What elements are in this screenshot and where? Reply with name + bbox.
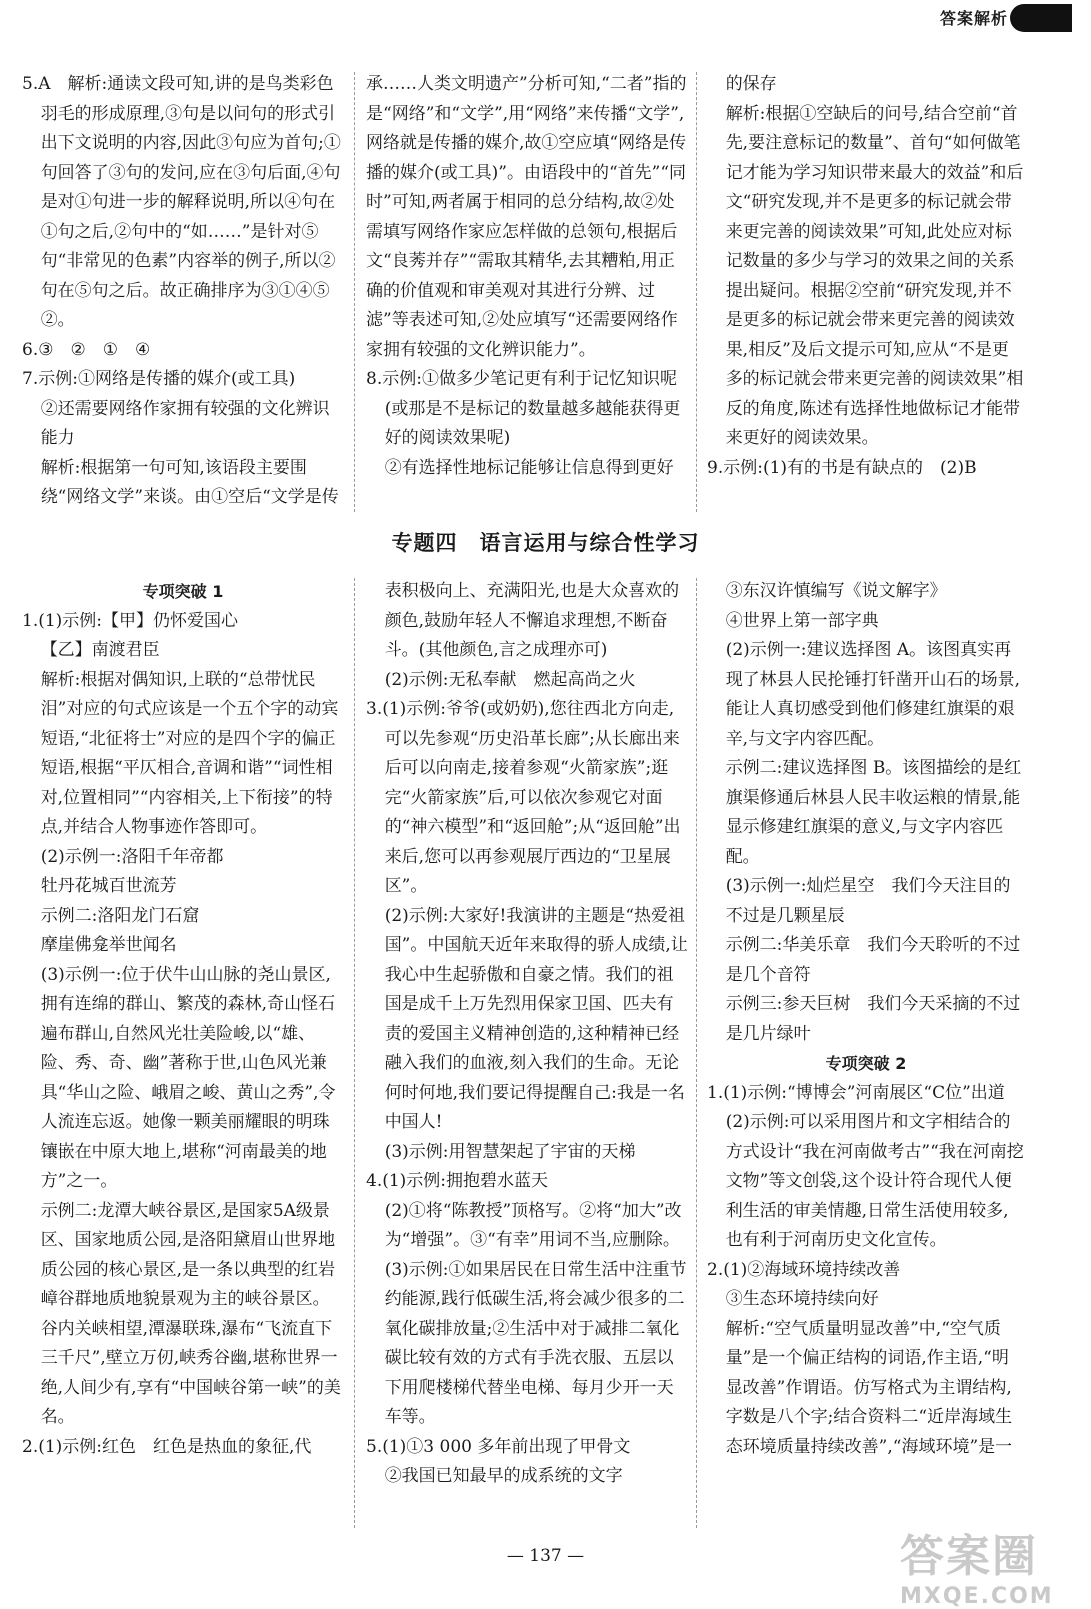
answer-paragraph: 1.(1)示例:【甲】仍怀爱国心 <box>22 610 239 631</box>
watermark-logo <box>900 1520 1054 1609</box>
answer-paragraph: 牡丹花城百世流芳 <box>40 876 177 896</box>
answer-paragraph: ②有选择性地标记能够让信息得到更好 <box>384 457 674 478</box>
answer-paragraph: 3.(1)示例:爷爷(或奶奶),您往西北方向走,可以先参观“历史沿革长廊”;从长廊出来后可以向南走,接着参观“火箭家族”;逛完“火箭家族”后,可以依次参观它对面的“神六模型”和“返回舱”;从“返回舱”出来后,您可以再参观展厅西边的“卫星展区”。 <box>366 699 681 896</box>
answer-paragraph: (2)示例:无私奉献 燃起高尚之火 <box>384 669 636 690</box>
column-divider <box>696 72 697 512</box>
answer-paragraph: 6.③ ② ① ④ <box>22 339 151 360</box>
answer-paragraph: 4.(1)示例:拥抱碧水蓝天 <box>366 1171 549 1191</box>
answer-paragraph: 1.(1)示例:“博博会”河南展区“C位”出道 <box>707 1082 1005 1103</box>
answer-paragraph: 【乙】南渡君臣 <box>40 640 160 660</box>
header-tab-decoration <box>1010 4 1072 32</box>
answer-paragraph: 8.示例:①做多少笔记更有利于记忆知识呢(或那是不是标记的数量越多越能获得更好的阅读效果呢) <box>366 369 681 448</box>
answer-paragraph: 5.A 解析:通读文段可知,讲的是鸟类彩色羽毛的形成原理,③句是以问句的形式引出下文说明的内容,因此③句应为首句;①句回答了③句的发问,应在③句后面,④句是对①句进一步的解释说明,所以④句在①句之后,②句中的“如……”是针对⑤句“非常见的色素”内容举的例子,所以②句在⑤句之后。故正确排序为③①④⑤②。 <box>22 74 341 330</box>
answer-paragraph: 示例二:龙潭大峡谷景区,是国家5A级景区、国家地质公园,是洛阳黛眉山世界地质公园的核心景区,是一条以典型的红岩嶂谷群地质地貌景观为主的峡谷景区。谷内关峡相望,潭瀑联珠,瀑布“飞流直下三千尺”,壁立万仞,峡秀谷幽,堪称世界一绝,人间少有,享有“中国峡谷第一峡”的美名。 <box>40 1200 341 1427</box>
answer-paragraph: 2.(1)示例:红色 红色是热血的象征,代 <box>22 1436 312 1457</box>
answer-paragraph: (3)示例:①如果居民在日常生活中注重节约能源,践行低碳生活,将会减少很多的二氧化碳排放量;②生活中对于减排二氧化碳比较有效的方式有手洗衣服、五层以下用爬楼梯代替坐电梯、每月少开一天车等。 <box>384 1259 687 1427</box>
answer-paragraph: 5.(1)①3 000 多年前出现了甲骨文 <box>366 1436 631 1457</box>
answer-paragraph: 解析:根据对偶知识,上联的“总带忧民泪”对应的句式应该是一个五个字的动宾短语,“北征将士”对应的是四个字的偏正短语,根据“平仄相合,音调和谐”“词性相对,位置相同”“内容相关,上下衔接”的特点,并结合人物事迹作答即可。 <box>40 669 339 837</box>
answer-paragraph: 7.示例:①网络是传播的媒介(或工具) <box>22 369 296 389</box>
answer-paragraph: 解析:根据①空缺后的问号,结合空前“首先,要注意标记的数量”、首句“如何做笔记才能为学习知识带来最大的效益”和后文“研究发现,并不是更多的标记就会带来更完善的阅读效果”可知,此处应对标记数量的多少与学习的效果之间的关系提出疑问。根据②空前“研究发现,并不是更多的标记就会带来更完善的阅读效果,相反”及后文提示可知,应从“不是更多的标记就会带来更完善的阅读效果”相反的角度,陈述有选择性地做标记才能带来更好的阅读效果。 <box>725 103 1024 448</box>
answer-paragraph: 9.示例:(1)有的书是有缺点的 (2)B <box>707 457 977 478</box>
answer-paragraph: ③生态环境持续向好 <box>725 1289 879 1309</box>
answer-paragraph: 表积极向上、充满阳光,也是大众喜欢的颜色,鼓励年轻人不懈追求理想,不断奋斗。(其他颜色,言之成理亦可) <box>384 581 680 660</box>
page-number: — 137 — <box>506 1546 585 1566</box>
answer-paragraph: 示例二:洛阳龙门石窟 <box>40 905 200 926</box>
subsection-title: 专项突破 1 <box>142 582 224 601</box>
top-column-3 <box>707 70 1025 483</box>
column-divider <box>354 72 355 512</box>
answer-paragraph: 承……人类文明遗产”分析可知,“二者”指的是“网络”和“文学”,用“网络”来传播“文学”,网络就是传播的媒介,故①空应填“网络是传播的媒介(或工具)”。由语段中的“首先”“同时”可知,两者属于相同的总分结构,故②处需填写网络作家应怎样做的总领句,根据后文“良莠并存”“需取其精华,去其糟粕,用正确的价值观和审美观对其进行分辨、过滤”等表述可知,②处应填写“还需要网络作家拥有较强的文化辨识能力”。 <box>366 74 687 360</box>
answer-paragraph: ②还需要网络作家拥有较强的文化辨识能力 <box>40 398 330 448</box>
watermark-line-1: 答案圈 <box>900 1531 1038 1582</box>
column-divider <box>696 578 697 1528</box>
answer-paragraph: 2.(1)②海域环境持续改善 <box>707 1259 901 1280</box>
bottom-column-3 <box>707 577 1025 1462</box>
section-title: 专题四 语言运用与综合性学习 <box>391 531 700 555</box>
answer-paragraph: 示例二:建议选择图 B。该图描绘的是红旗渠修通后林县人民丰收运粮的情景,能显示修建红旗渠的意义,与文字内容匹配。 <box>725 758 1022 867</box>
answer-paragraph: 示例三:参天巨树 我们今天采摘的不过是几片绿叶 <box>725 994 1021 1044</box>
answer-paragraph: (2)示例一:建议选择图 A。该图真实再现了林县人民抡锤打钎凿开山石的场景,能让人真切感受到他们修建红旗渠的艰辛,与文字内容匹配。 <box>725 640 1021 749</box>
watermark-line-2: MXQE.COM <box>900 1584 1054 1609</box>
answer-paragraph: (2)①将“陈教授”顶格写。②将“加大”改为“增强”。③“有幸”用词不当,应删除。 <box>384 1200 682 1250</box>
top-column-1 <box>22 70 344 513</box>
answer-paragraph: ③东汉许慎编写《说文解字》 <box>725 581 947 601</box>
answer-paragraph: (3)示例一:灿烂星空 我们今天注目的不过是几颗星辰 <box>725 876 1011 926</box>
bottom-column-1 <box>22 577 344 1462</box>
subsection-title: 专项突破 2 <box>825 1054 907 1073</box>
bottom-column-2 <box>366 577 688 1492</box>
answer-paragraph: (2)示例:大家好!我演讲的主题是“热爱祖国”。中国航天近年来取得的骄人成绩,让我心中生起骄傲和自豪之情。我们的祖国是成千上万先烈用保家卫国、匹夫有责的爱国主义精神创造的,这种精神已经融入我们的血液,刻入我们的生命。无论何时何地,我们要记得提醒自己:我是一名中国人! <box>384 905 688 1132</box>
answer-paragraph: 解析:根据第一句可知,该语段主要围绕“网络文学”来谈。由①空后“文学是传 <box>40 457 339 507</box>
answer-paragraph: ④世界上第一部字典 <box>725 610 879 631</box>
answer-paragraph: ②我国已知最早的成系统的文字 <box>384 1466 623 1486</box>
answer-paragraph: 摩崖佛龛举世闻名 <box>40 935 177 955</box>
answer-paragraph: 的保存 <box>725 74 777 94</box>
answer-paragraph: 示例二:华美乐章 我们今天聆听的不过是几个音符 <box>725 935 1021 985</box>
answer-paragraph: (2)示例:可以采用图片和文字相结合的方式设计“我在河南做考古”“我在河南挖文物”等文创袋,这个设计符合现代人便利生活的审美情趣,日常生活使用较多,也有利于河南历史文化宣传。 <box>725 1112 1024 1250</box>
column-divider <box>354 578 355 1528</box>
answer-paragraph: (3)示例一:位于伏牛山山脉的尧山景区,拥有连绵的群山、繁茂的森林,奇山怪石遍布群山,自然风光壮美险峻,以“雄、险、秀、奇、幽”著称于世,山色风光兼具“华山之险、峨眉之峻、黄山之秀”,令人流连忘返。她像一颗美丽耀眼的明珠镶嵌在中原大地上,堪称“河南最美的地方”之一。 <box>40 964 336 1191</box>
answer-paragraph: (2)示例一:洛阳千年帝都 <box>40 846 224 867</box>
header-label: 答案解析 <box>940 9 1009 28</box>
answer-paragraph: 解析:“空气质量明显改善”中,“空气质量”是一个偏正结构的词语,作主语,“明显改善”作谓语。仿写格式为主谓结构,字数是八个字;结合资料二“近岸海域生态环境质量持续改善”,“海域环境”是一 <box>725 1318 1013 1457</box>
top-column-2 <box>366 70 688 483</box>
answer-paragraph: (3)示例:用智慧架起了宇宙的天梯 <box>384 1141 636 1162</box>
